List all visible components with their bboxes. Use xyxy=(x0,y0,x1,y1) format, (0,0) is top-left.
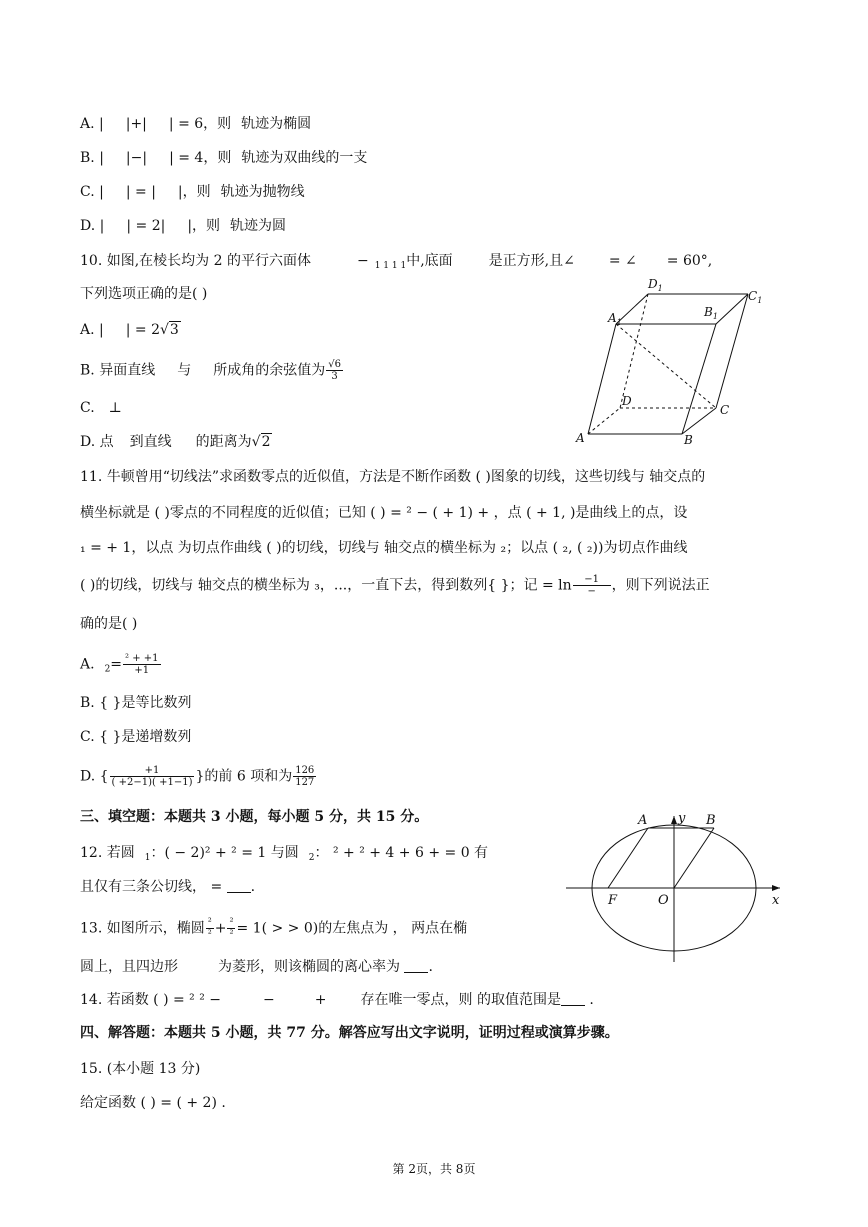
q15-given-function: 给定函数 ( ) = ( + 2) . xyxy=(80,1095,226,1111)
q12-text2: ：( − 2)² + ² = 1 与圆 xyxy=(150,845,299,861)
edge-c1-c xyxy=(716,294,748,408)
q11-option-a-sub: 2 xyxy=(104,664,111,675)
q9-option-a-prefix: A. | xyxy=(80,116,104,132)
q11-option-a-fraction: $\frac{\text{² + +1}}{+1}$ xyxy=(125,653,159,676)
q10-option-b-text2: 与 xyxy=(177,362,192,379)
q14-minus: − xyxy=(263,992,275,1008)
page-footer: 第 2页，共 8页 xyxy=(392,1162,476,1176)
section-3-heading: 三、填空题：本题共 3 小题，每小题 5 分，共 15 分。 xyxy=(80,809,429,825)
q11-option-d-prefix: D. { xyxy=(80,768,109,785)
q10-stem-angle: 是正方形,且∠ xyxy=(488,253,575,269)
q10-option-d-text3: 的距离为 xyxy=(195,434,252,450)
edge-b-c xyxy=(682,408,716,434)
q14-end: . xyxy=(589,992,594,1008)
q12-stem-line2 xyxy=(80,877,255,897)
q12-text4: 且仅有三条公切线， = xyxy=(80,879,223,895)
label-ellipse-o: O xyxy=(658,893,669,908)
q11-stem-line3: ₁ = + 1，以点 为切点作曲线 ( )的切线，切线与 轴交点的横坐标为 ₂；以点 ( ₂, ( ₂))为切点作曲线 xyxy=(80,540,688,556)
q9-option-c-prefix: C. | xyxy=(80,184,104,200)
q11-option-b: B. { }是等比数列 xyxy=(80,695,192,711)
x-axis-arrow xyxy=(772,885,780,891)
q9-option-b xyxy=(80,148,367,168)
q9-option-b-term2: | = 4，则 xyxy=(169,150,232,166)
ellipse-figure xyxy=(560,812,790,970)
label-c1: $C_1$ xyxy=(748,289,763,305)
label-a: A xyxy=(576,431,585,445)
q13-text2: = 1( > > 0)的左焦点为 ， 两点在椭 xyxy=(236,920,468,937)
q9-option-a-term1: |+| xyxy=(125,116,147,132)
q9-option-b-term1: |−| xyxy=(125,150,148,166)
q9-option-c-term1: | = | xyxy=(125,184,156,200)
label-a1: $A_1$ xyxy=(608,311,622,327)
q13-fraction-x: $\frac{\text{²}}{\text{²}}$ xyxy=(207,917,212,940)
edge-b1-c1 xyxy=(716,294,748,324)
q10-stem-subscripts: 1 1 1 1 xyxy=(374,261,407,271)
q10-stem-text: 10. 如图,在棱长均为 2 的平行六面体 xyxy=(80,253,311,269)
q9-option-b-conclusion: 轨迹为双曲线的一支 xyxy=(241,150,368,166)
q12-sub2: 2 xyxy=(308,853,315,863)
q11-option-d-sum-fraction: $\frac{126}{127}$ xyxy=(295,765,315,788)
q13-text3: 圆上，且四边形 xyxy=(80,959,178,975)
q11-stem-line5: 确的是( ) xyxy=(80,616,138,632)
q15-title: 15. (本小题 13 分) xyxy=(80,1061,201,1077)
q11-stem-line4-text: ( )的切线，切线与 轴交点的横坐标为 ₃，...，一直下去，得到数列{ }；记 = ln xyxy=(80,577,572,594)
q13-text1: 13. 如图所示，椭圆 xyxy=(80,920,205,937)
y-axis-arrow xyxy=(671,816,677,824)
label-x-axis: x xyxy=(772,893,780,908)
q14-text2: 存在唯一零点，则 的取值范围是 xyxy=(360,992,561,1008)
q11-stem-line4 xyxy=(80,574,710,597)
q14-answer-blank xyxy=(561,991,585,1006)
label-c: C xyxy=(720,403,730,417)
q10-option-a-radicand: 3 xyxy=(169,322,179,338)
q11-stem-line1: 11. 牛顿曾用“切线法”求函数零点的近似值，方法是不断作函数 ( )图象的切线，这些切线与 轴交点的 xyxy=(80,469,706,485)
label-d1: $D_1$ xyxy=(648,277,663,293)
q11-option-d xyxy=(80,765,317,788)
q12-stem-line1 xyxy=(80,843,488,868)
q10-stem-angle-value: = 60°, xyxy=(666,253,713,269)
q14-stem xyxy=(80,990,594,1010)
q10-option-b-text1: B. 异面直线 xyxy=(80,362,156,379)
q10-option-a: A. | | = 2√3 xyxy=(80,322,179,338)
q13-plus: + xyxy=(214,920,227,937)
q11-option-d-text: }的前 6 项和为 xyxy=(195,768,293,785)
q10-option-d-text2: 到直线 xyxy=(129,434,172,450)
edge-a-d-hidden xyxy=(588,408,620,434)
q9-option-d-prefix: D. | xyxy=(80,218,105,234)
edge-b1-b xyxy=(682,324,716,434)
rhombus-side-fa xyxy=(608,828,648,888)
q10-option-d-radicand: 2 xyxy=(261,434,271,450)
q12-end: . xyxy=(250,879,256,895)
q10-option-c-perp: ⊥ xyxy=(108,400,122,416)
edge-d1-d-hidden xyxy=(620,294,648,408)
q12-text3: ： ² + ² + 4 + 6 + = 0 有 xyxy=(314,845,489,861)
rhombus-side-bo xyxy=(674,828,714,888)
section-4-heading: 四、解答题：本题共 5 小题，共 77 分。解答应写出文字说明，证明过程或演算步骤。 xyxy=(80,1025,619,1041)
q10-option-c xyxy=(80,398,122,418)
q13-stem-line1 xyxy=(80,917,467,940)
q14-plus: + xyxy=(314,992,327,1008)
q12-sub1: 1 xyxy=(144,853,151,863)
label-ellipse-b: B xyxy=(706,813,716,828)
q9-option-c-conclusion: 轨迹为抛物线 xyxy=(220,184,305,200)
q11-stem-line4-end: ，则下列说法正 xyxy=(611,577,710,594)
q9-option-d-conclusion: 轨迹为圆 xyxy=(230,218,287,234)
parallelepiped-figure xyxy=(570,272,770,448)
q11-option-a xyxy=(80,653,162,680)
q10-option-c-prefix: C. xyxy=(80,400,95,416)
q10-option-a-value: | = 2 xyxy=(125,322,160,338)
label-d: D xyxy=(622,394,632,408)
q12-text1: 12. 若圆 xyxy=(80,845,135,861)
q13-stem-line2 xyxy=(80,957,433,977)
q10-option-b-text3: 所成角的余弦值为 xyxy=(213,362,326,379)
q13-end: . xyxy=(428,959,433,975)
q10-option-b xyxy=(80,359,344,382)
q10-option-d: D. 点 到直线 的距离为√2 xyxy=(80,434,271,450)
q11-log-fraction: $\frac{-1}{-}$ xyxy=(573,574,611,597)
q9-option-a-conclusion: 轨迹为椭圆 xyxy=(241,116,312,132)
q11-option-a-prefix: A. xyxy=(80,656,95,673)
q10-stem-angle-eq: = ∠ xyxy=(608,253,637,269)
label-ellipse-f: F xyxy=(608,893,618,908)
label-y-axis: y xyxy=(678,812,686,826)
q9-option-a xyxy=(80,114,311,134)
q9-option-d-term1: | = 2| xyxy=(126,218,166,234)
q9-option-c xyxy=(80,182,305,202)
label-ellipse-a: A xyxy=(638,813,648,828)
q11-stem-line2: 横坐标就是 ( )零点的不同程度的近似值；已知 ( ) = ² − ( + 1) + ，点 ( + 1, )是曲线上的点，设 xyxy=(80,505,688,521)
label-b1: $B_1$ xyxy=(704,305,718,321)
q10-option-b-fraction: $\frac{√6}{3}$ xyxy=(328,359,341,382)
label-b: B xyxy=(684,433,693,447)
q11-option-d-term-fraction: $\frac{+1}{( +2-1)( +1-1)}$ xyxy=(111,765,193,788)
q9-option-c-term2: |，则 xyxy=(177,184,211,200)
q11-option-a-eq: = xyxy=(110,656,123,673)
q12-answer-blank xyxy=(227,878,251,893)
q10-option-a-prefix: A. | xyxy=(80,322,104,338)
q10-option-d-text1: D. 点 xyxy=(80,434,114,450)
q9-option-a-term2: | = 6，则 xyxy=(168,116,232,132)
q10-stem-line2: 下列选项正确的是( ) xyxy=(80,286,208,302)
edge-a1-a xyxy=(588,324,616,434)
q13-answer-blank xyxy=(404,958,428,973)
q11-option-c: C. { }是递增数列 xyxy=(80,729,192,745)
q14-text1: 14. 若函数 ( ) = ² ² − xyxy=(80,992,222,1008)
q9-option-b-prefix: B. | xyxy=(80,150,104,166)
q9-option-d-term2: |，则 xyxy=(187,218,221,234)
q10-stem-minus: − xyxy=(356,253,369,269)
q10-stem-base: 中,底面 xyxy=(406,253,453,269)
q13-text4: 为菱形，则该椭圆的离心率为 xyxy=(218,959,400,975)
q13-fraction-y: $\frac{\text{²}}{\text{²}}$ xyxy=(229,917,234,940)
q9-option-d xyxy=(80,216,286,236)
